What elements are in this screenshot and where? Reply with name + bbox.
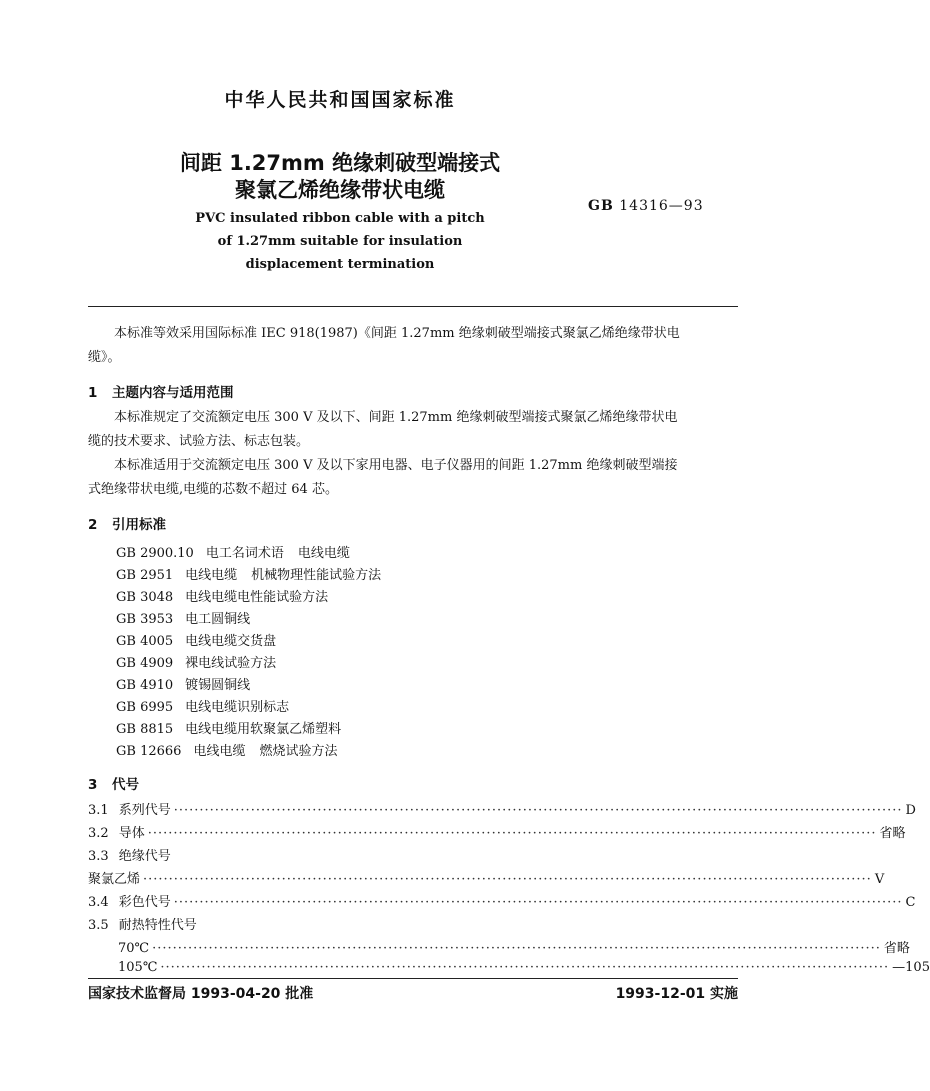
code-item-number: 3.5 <box>88 918 109 933</box>
code-item-value: 省略 <box>883 941 910 956</box>
code-item-label: 系列代号 <box>118 803 171 818</box>
reference-code: GB 12666 <box>116 744 182 759</box>
approval-info: 国家技术监督局 1993-04-20 批准 <box>88 986 314 1002</box>
code-item-value: 省略 <box>879 826 906 841</box>
reference-title: 电线电缆交货盘 <box>185 634 277 649</box>
reference-code: GB 3048 <box>116 590 174 605</box>
code-item-70c <box>118 937 910 956</box>
reference-item <box>116 586 328 605</box>
leader-dots: ·············································································································································· <box>173 803 903 818</box>
reference-subtitle: 燃烧试验方法 <box>259 744 338 759</box>
leader-dots: ·············································································································································· <box>147 826 877 841</box>
reference-title: 电线电缆用软聚氯乙烯塑料 <box>185 722 342 737</box>
code-item-value: V <box>874 872 885 887</box>
section1-p1-line1: 本标准规定了交流额定电压 300 V 及以下、间距 1.27mm 绝缘刺破型端接式聚氯乙烯绝缘带状电 <box>114 410 678 425</box>
code-item-number: 3.2 <box>88 826 109 841</box>
leader-dots: ·············································································································································· <box>173 895 903 910</box>
code-item-number: 3.3 <box>88 849 109 864</box>
reference-code: GB 3953 <box>116 612 174 627</box>
code-item-insulation <box>88 845 738 864</box>
document-title-line2: 聚氯乙烯绝缘带状电缆 <box>235 178 445 202</box>
reference-item <box>116 740 337 759</box>
reference-code: GB 6995 <box>116 700 174 715</box>
reference-title: 裸电线试验方法 <box>185 656 277 671</box>
code-item-label: 耐热特性代号 <box>118 918 197 933</box>
code-item-105c <box>118 960 930 975</box>
reference-title: 电线电缆 <box>193 744 246 759</box>
section1-paragraph1 <box>88 406 738 454</box>
section1-p2-line1: 本标准适用于交流额定电压 300 V 及以下家用电器、电子仪器用的间距 1.27mm 绝缘刺破型端接 <box>114 458 678 473</box>
section1-p1-line2: 缆的技术要求、试验方法、标志包装。 <box>88 434 310 449</box>
footer-divider <box>88 978 738 979</box>
standard-code: 14316—93 <box>619 198 704 214</box>
reference-subtitle: 机械物理性能试验方法 <box>251 568 382 583</box>
leader-dots: ·············································································································································· <box>143 872 872 887</box>
reference-item <box>116 630 276 649</box>
section1-heading <box>88 381 234 401</box>
code-item-label: 聚氯乙烯 <box>88 872 141 887</box>
reference-item <box>116 696 289 715</box>
reference-item <box>116 652 276 671</box>
code-item-value: D <box>905 803 916 818</box>
section2-heading <box>88 513 166 533</box>
code-item-heat-resistance <box>88 914 738 933</box>
leader-dots: ·············································································································································· <box>152 941 881 956</box>
reference-title: 电线电缆 <box>185 568 238 583</box>
english-title-line2: of 1.27mm suitable for insulation <box>217 234 463 249</box>
code-item-series <box>88 799 916 818</box>
reference-item <box>116 608 250 627</box>
code-item-label: 105℃ <box>118 960 158 975</box>
reference-code: GB 2900.10 <box>116 546 194 561</box>
reference-code: GB 8815 <box>116 722 174 737</box>
reference-title: 电工圆铜线 <box>185 612 251 627</box>
section3-number: 3 <box>88 777 98 793</box>
reference-item <box>116 564 381 583</box>
document-title-line1: 间距 1.27mm 绝缘刺破型端接式 <box>179 151 501 175</box>
reference-code: GB 4910 <box>116 678 174 693</box>
intro-line1: 本标准等效采用国际标准 IEC 918(1987)《间距 1.27mm 绝缘刺破型端接式聚氯乙烯绝缘带状电 <box>114 326 680 341</box>
reference-title: 电工名词术语 <box>205 546 284 561</box>
reference-code: GB 4909 <box>116 656 174 671</box>
standard-prefix: GB <box>588 198 614 214</box>
section2-number: 2 <box>88 517 98 533</box>
code-item-value: C <box>905 895 916 910</box>
section3-title: 代号 <box>112 777 139 793</box>
reference-code: GB 4005 <box>116 634 174 649</box>
reference-code: GB 2951 <box>116 568 174 583</box>
standard-number <box>588 198 704 214</box>
code-item-label: 彩色代号 <box>118 895 171 910</box>
section1-number: 1 <box>88 385 98 401</box>
english-title-line3: displacement termination <box>245 257 435 272</box>
national-standard-heading: 中华人民共和国国家标准 <box>224 89 456 111</box>
code-item-label: 导体 <box>118 826 145 841</box>
header-divider <box>88 306 738 307</box>
reference-title: 电线电缆电性能试验方法 <box>185 590 329 605</box>
intro-line2: 缆》。 <box>88 350 121 365</box>
reference-title: 电线电缆识别标志 <box>185 700 290 715</box>
reference-item <box>116 674 250 693</box>
section1-title: 主题内容与适用范围 <box>112 385 234 401</box>
section1-paragraph2 <box>88 454 738 502</box>
reference-item <box>116 718 341 737</box>
section2-title: 引用标准 <box>112 517 166 533</box>
code-item-value: —105 <box>892 960 930 975</box>
code-item-color <box>88 891 916 910</box>
code-item-conductor <box>88 822 906 841</box>
code-item-pvc <box>88 868 885 887</box>
code-item-label: 绝缘代号 <box>118 849 171 864</box>
reference-title: 镀锡圆铜线 <box>185 678 251 693</box>
section3-heading <box>88 773 139 793</box>
english-title-line1: PVC insulated ribbon cable with a pitch <box>195 211 485 226</box>
reference-item <box>116 542 350 561</box>
intro-paragraph <box>88 322 738 370</box>
reference-subtitle: 电线电缆 <box>297 546 350 561</box>
section1-p2-line2: 式绝缘带状电缆,电缆的芯数不超过 64 芯。 <box>88 482 338 497</box>
leader-dots: ·············································································································································· <box>160 960 890 975</box>
code-item-label: 70℃ <box>118 941 150 956</box>
code-item-number: 3.1 <box>88 803 109 818</box>
code-item-number: 3.4 <box>88 895 109 910</box>
implementation-date: 1993-12-01 实施 <box>615 986 738 1002</box>
